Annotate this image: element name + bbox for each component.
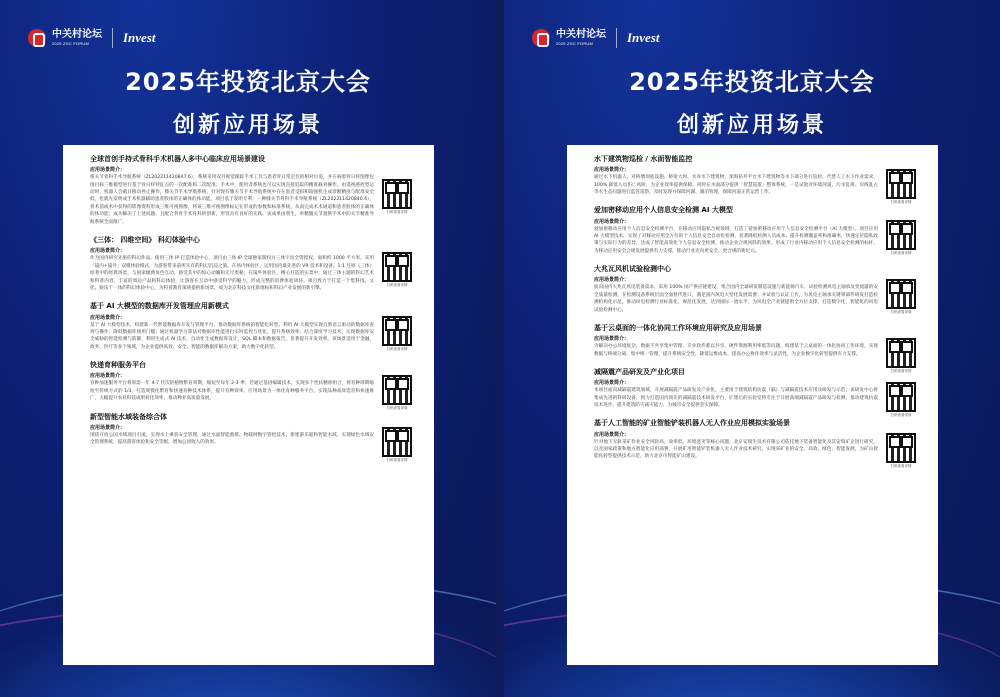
qr-caption: 扫码查看详情 bbox=[890, 310, 912, 315]
scenario-body: 育种加速服务平台将原需一年 4-7 代次的植物繁育周期，缩短至每年 2-3 季；若通过基因编辑技术，实现多个性状精准组合，将育种周期缩短至传统方式的 1/3，打造规模化繁育和快速育种技术体系，提升育种效率。应用场景为一体化育种服务平台，实现品种高效选育和快速推广，大幅提升农业科技成果转化效率，推动种业高质量发展。 bbox=[90, 381, 374, 402]
qr-code-icon[interactable] bbox=[382, 427, 412, 457]
scenario-subheading: 应用场景简介： bbox=[90, 314, 126, 321]
qr-code-icon[interactable] bbox=[886, 279, 916, 309]
logo bbox=[28, 28, 156, 48]
qr-caption: 扫码查看详情 bbox=[386, 210, 408, 214]
scenario-title: 基于 AI 大模型的数据库开发管理应用新模式 bbox=[90, 302, 229, 311]
scenario-section bbox=[594, 419, 916, 469]
scenario-body: 通过水下机器人，对桥墩坝底设施、桥梁大坝、水库水下建筑物、深海钻井平台水下建筑物等水下部分进行巡检，代替人工水下作业需求，100% 降低人员伤亡风险，为企业效率提供保障。同时在水面部分提供「智慧巡逻」整体系统，一是试验对环境河道、污水乱排、岸线乱占等水生态问题进行监管巡察，及时发现并保障河湖、湖泊管理，保障河道正常运营工作。 bbox=[594, 175, 878, 195]
qr-code-icon[interactable] bbox=[886, 433, 916, 463]
qr-code-icon[interactable] bbox=[382, 179, 412, 209]
scenario-subheading: 应用场景简介： bbox=[594, 431, 630, 438]
page-title: 2025年投资北京大会 bbox=[125, 68, 371, 96]
qr-code-icon[interactable] bbox=[886, 169, 916, 199]
scenario-section bbox=[594, 155, 916, 204]
qr-code-icon[interactable] bbox=[886, 220, 916, 250]
document-sheet bbox=[567, 145, 938, 665]
scenario-subheading: 应用场景简介： bbox=[594, 277, 630, 284]
scenario-title: 基于人工智能的矿业智能铲装机器人无人作业应用模拟实验场景 bbox=[594, 419, 790, 428]
scenario-section bbox=[90, 361, 412, 411]
qr-caption: 扫码查看详情 bbox=[386, 347, 408, 352]
qr-code-icon[interactable] bbox=[382, 375, 412, 405]
scenario-body: 针对地下无轨采矿作业安全风险高、效率低、环境恶劣等核心问题，北京安瑞生技术有限公司依托地下装备智能化及其安瑞矿企进行研究，以及国家政策和地方智能化应用部署，开展矿用智能铲装机器人无人作业技术研究，实现采矿业的安全、高效、绿色、智能发展，为矿山智能化转型提供技术示范，助力北京市智能矿山建设。 bbox=[594, 439, 878, 460]
forum-logo-icon bbox=[532, 29, 550, 47]
qr-caption: 扫码查看详情 bbox=[890, 413, 912, 418]
scenario-subheading: 应用场景简介： bbox=[90, 424, 126, 431]
qr-code-icon[interactable] bbox=[886, 338, 916, 368]
scenario-section bbox=[90, 155, 412, 226]
forum-logo-icon bbox=[28, 29, 46, 47]
panel-divider bbox=[496, 0, 504, 697]
logo-divider bbox=[616, 28, 617, 48]
logo-sub: 2025 ZGC FORUM bbox=[556, 41, 594, 46]
qr-code-icon[interactable] bbox=[382, 316, 412, 346]
scenario-body: 本项目面向减隔震建筑领域，开展减隔震产品研发及产业化，主要用于建筑结构抗震（隔）与减隔震技术应用及研发与示范，该研发中心将集成先进的科研设备，致力打造国内领先的减隔震技术研发平台，扩建后的实验室将专注于开展高端减隔震产品研发与检测，推动建筑抗震技术进步，提升建筑防灾减灾能力，为城市安全提供坚实保障。 bbox=[594, 388, 878, 409]
scenario-subheading: 应用场景简介： bbox=[594, 380, 630, 387]
invest-logo: Invest bbox=[627, 30, 660, 45]
logo-divider bbox=[112, 28, 113, 48]
scenario-section bbox=[594, 206, 916, 255]
logo bbox=[532, 28, 660, 48]
scenario-title: 大兆瓦风机试验检测中心 bbox=[594, 265, 671, 274]
scenario-title: 减隔震产品研发及产业化项目 bbox=[594, 368, 685, 377]
scenario-body: 根关节骨科手术导航系统（ZL202211420847.6），系统采用双目视觉跟踪手术工具与患者骨日常定位的相对位姿，并在病患骨日样图像包围目标三维模型进行基于骨日样特征点的一次配准和二次配准；手术中，使用者系统也可以实现直接追踪的精准截骨操作。由遥视感控型运动时，机器人会截日移动停止操作，膝关节手术导航系统，针对现有膝关节手术导航系统中存在患者受损和较强机生成诊断精度与配准安全低，也就先发明成手术机器辅助患者股体的正确体的体功能，项目基于发明专利：一种膝关节骨科手术导航系统（ZL202211420840.4），将术前或术中获得的影像资料形成三维可视图像，将该三维可视图像标记在形成的参数和标准系统，从而完成术术通道和患者股体的正确体的体功能；成功解决了上述问题。且配合骨骨手术骨科的创新，形容具有良好的实践。该成果由我生，单精髋关节置换手术中的关节精准导航系统全面推广。 bbox=[90, 175, 374, 225]
scenario-subheading: 应用场景简介： bbox=[90, 167, 126, 174]
qr-caption: 扫码查看详情 bbox=[890, 464, 912, 469]
scenario-subheading: 应用场景简介： bbox=[594, 167, 630, 174]
scenario-body: 面向国内大兆瓦风电装备需求，采用 100% 国产供应链建设，集合国内全球研发制造设施与新能源汽车，试验检测风电主轴承及变流器的安全质量检测，在检测设备系统层面全面替代进口，满足国内风电大型化发展需要；并试验与认证工作，为风电主轴承关键零部件研发打造检测机构化示范，推动风电检测行业标准化、规范化发展，达到国际一流水平，为风电全产业链提供全方位支撑，打造数字化、智能化的风电试验检测中心。 bbox=[594, 285, 878, 313]
scenario-section bbox=[594, 265, 916, 314]
scenario-title: 基于云桌面的一体化协同工作环境应用研究及应用场景 bbox=[594, 324, 762, 333]
scenario-body: 基于 AI 大模型技术，构建新一代智能数据库开发与管理平台，推动数据库系统的智能化转型。利用 AI 大模型实现自然语言驱动的数据库查询与操作，降低数据库使用门槛；通过机器学习算法对数据库性能进行实时监控与优化，提升系统效率；结合深度学习技术，实现数据库安全威胁的智能检测与防御，利用生成式 AI 技术，自动化生成数据库设计、SQL 脚本和数据报告，显著提升开发效率。该场景适用于金融、政务、医疗等多个领域，为企业提供高效、安全、智能的数据库解决方案，助力数字化转型。 bbox=[90, 322, 374, 350]
qr-caption: 扫码查看详情 bbox=[386, 406, 408, 411]
qr-code-icon[interactable] bbox=[382, 252, 412, 282]
scenario-body: 围绕开放公园水域项目引流，实现水上乘客安全管理，通过水面智能救援、物联网数字管控技术，新建游乐船和智能水域，实现绿色水域安全管理系统，提高游客体验和安全等级，增加公园收入的效果。 bbox=[90, 432, 374, 446]
scenario-section bbox=[594, 368, 916, 418]
document-sheet bbox=[63, 145, 434, 665]
scenario-subheading: 应用场景简介： bbox=[90, 373, 126, 380]
scenario-subheading: 应用场景简介： bbox=[594, 218, 630, 225]
scenario-title: 爱加密移动应用个人信息安全检测 AI 大模型 bbox=[594, 206, 733, 215]
scenario-title: 水下建筑物巡检 / 水面智能监控 bbox=[594, 155, 693, 163]
scenario-subheading: 应用场景简介： bbox=[90, 248, 126, 255]
scenario-section bbox=[90, 412, 412, 462]
scenario-section bbox=[90, 236, 412, 292]
logo-sub: 2025 ZGC FORUM bbox=[52, 41, 90, 46]
qr-caption: 扫码查看详情 bbox=[890, 251, 912, 256]
logo-name: 中关村论坛 bbox=[52, 29, 102, 40]
scenario-subheading: 应用场景简介： bbox=[594, 336, 630, 343]
invest-logo: Invest bbox=[123, 30, 156, 45]
logo-name: 中关村论坛 bbox=[556, 29, 606, 40]
page-subtitle: 创新应用场景 bbox=[676, 113, 827, 138]
scenario-body: 作为国内研究先驱的科幻作品，使用三体 IP 打造体验中心，项目由三体 IP 全球独家版权方三体宇宙全资授权，面积约 1000 平方米，采用「镜内+镜外」双模体验模式，为游客带来前所未有的科幻沉浸之旅。在场内体验区，运用国内最先进的 VR 技术和设备，1:1 还原《三体》原著中的经典场景，与国家级典角色互动，感受其中的惊心动魄和无尽奥秘；在镜外体验区，精心打造的实景中，通过三体主题的科幻艺术和科普内容，丰富的周边产品和科幻体验，让游客在互动中感受科学的魅力，形成完整的消费体验闭环。项目致力于打造一个集科技、文化、娱乐于一体的科幻体验中心，为科普教育领域提供新场景，成为北京科技文化新地标和科幻产业发展的新引擎。 bbox=[90, 256, 374, 291]
left-panel bbox=[0, 0, 496, 697]
scenario-title: 快递育种服务平台 bbox=[90, 361, 146, 370]
scenario-title: 新型智能水域装备综合体 bbox=[90, 412, 167, 421]
qr-caption: 扫码查看详情 bbox=[386, 457, 408, 462]
qr-caption: 扫码查看详情 bbox=[890, 369, 912, 374]
scenario-body: 为解决办公环境复杂、数据不共享集中管理、专业软件难以共享、硬件资源利用率低等问题，构建基于云桌面的一体化协同工作环境，实现数据与终端分离、集中统一管理，提升系统安全性，降低运维成本，提高办公协作效率与灵活性，为企业数字化转型提供有力支撑。 bbox=[594, 344, 878, 357]
qr-caption: 扫码查看详情 bbox=[890, 200, 912, 204]
scenario-title: 《三体： 四维空间》 科幻体验中心 bbox=[90, 236, 200, 245]
qr-code-icon[interactable] bbox=[886, 382, 916, 412]
scenario-section bbox=[90, 302, 412, 351]
scenario-body: 爱加密移动应用个人信息安全检测平台，在移动应用隐私合规领域，打造了爱加密移动应用个人信息安全检测平台（AI 大模型）。项目应用 AI 大模型技术，实现了对移动应用全方位的个人信息安全自动化检测，显著降低检测人员成本、提升检测覆盖率和准确率，快速定位隐私政策与实际行为的差异，达成了智能高效化个人信息安全检测，推动企业合规风险的效果。形成了行业内移动应用个人信息安全检测的标杆，为移动应用安全合规发展提供有力支撑，推动行业迈向更安全、更合规的新纪元。 bbox=[594, 226, 878, 254]
qr-caption: 扫码查看详情 bbox=[386, 283, 408, 288]
page-title: 2025年投资北京大会 bbox=[629, 68, 875, 96]
scenario-title: 全球首创手持式骨科手术机器人多中心临床应用场景建设 bbox=[90, 155, 265, 163]
right-panel bbox=[504, 0, 1000, 697]
page-subtitle: 创新应用场景 bbox=[172, 113, 323, 138]
